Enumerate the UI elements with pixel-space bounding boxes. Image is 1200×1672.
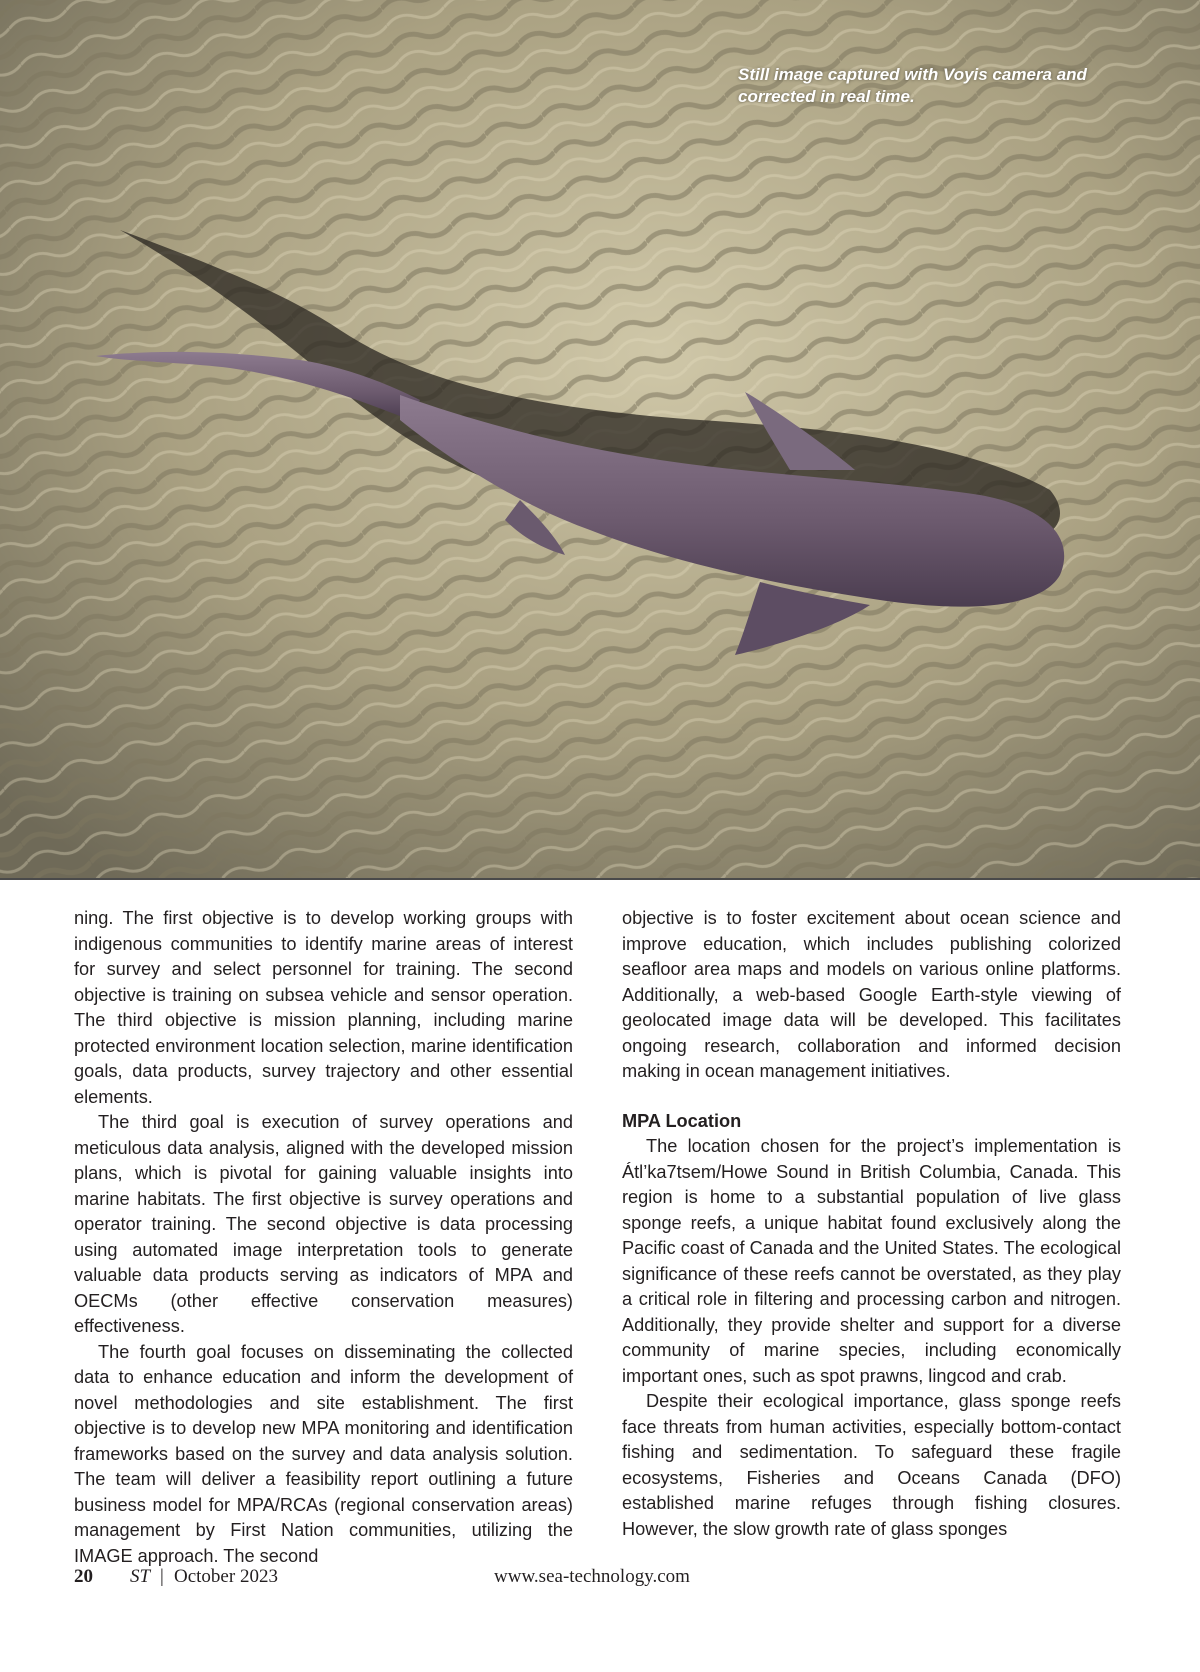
website-url[interactable]: www.sea-technology.com	[494, 1566, 690, 1587]
paragraph-threats: Despite their ecological importance, glass sponge reefs face threats from human activities, especially bottom-contact fishing and sedimentation. To safeguard these fragile ecosystems, Fisheries and Oceans Canada (DFO) established marine refuges through fishing closures. However, the slow growth rate of glass sponges	[622, 1391, 1121, 1539]
paragraph-location: The location chosen for the project’s implementation is Átl’ka7tsem/Howe Sound in British Columbia, Canada. This region is home to a substantial population of live glass sponge reefs, a unique habitat found exclusively along the Pacific coast of Canada and the United States. The ecological significance of these reefs cannot be overstated, as they play a critical role in filtering and processing carbon and nitrogen. Additionally, they provide shelter and support for a diverse community of marine species, including economically important ones, such as spot prawns, lingcod and crab.	[622, 1136, 1121, 1386]
paragraph-continuation: ning. The first objective is to develop working groups with indigenous communities to identify marine areas of interest for survey and select personnel for training. The second objective is training on subsea vehicle and sensor operation. The third objective is mission planning, including marine protected environment location selection, marine identification goals, data products, survey trajectory and other essential elements.	[74, 908, 573, 1107]
section-heading: MPA Location	[622, 1110, 742, 1131]
article-column-right	[622, 906, 1121, 1542]
article-column-left	[74, 906, 573, 1569]
page-number: 20	[74, 1566, 93, 1587]
paragraph-education-objective: objective is to foster excitement about ocean science and improve education, which includes publishing colorized seafloor area maps and models on various online platforms. Additionally, a web-based Google Earth-style viewing of geolocated image data will be developed. This facilitates ongoing research, collaboration and informed decision making in ocean management initiatives.	[622, 908, 1121, 1081]
paragraph-fourth-goal: The fourth goal focuses on disseminating the collected data to enhance education and inform the development of novel methodologies and site establishment. The first objective is to develop new MPA monitoring and identification frameworks based on the survey and data analysis solution. The team will deliver a feasibility report outlining a future business model for MPA/RCAs (regional conservation areas) management by First Nation communities, utilizing the IMAGE approach. The second	[74, 1341, 573, 1566]
issue-date: October 2023	[174, 1566, 278, 1587]
page-footer	[74, 1566, 1134, 1596]
paragraph-third-goal: The third goal is execution of survey operations and meticulous data analysis, aligned with the developed mission plans, which is pivotal for gaining valuable insights into marine habitats. The first objective is survey operations and operator training. The second objective is data processing using automated image interpretation tools to generate valuable data products serving as indicators of MPA and OECMs (other effective conservation measures) effectiveness.	[74, 1112, 573, 1336]
footer-separator: |	[160, 1566, 164, 1587]
photo-divider	[0, 878, 1200, 880]
publication-name: ST	[130, 1566, 151, 1587]
photo-caption: Still image captured with Voyis camera and corrected in real time.	[738, 65, 1087, 106]
